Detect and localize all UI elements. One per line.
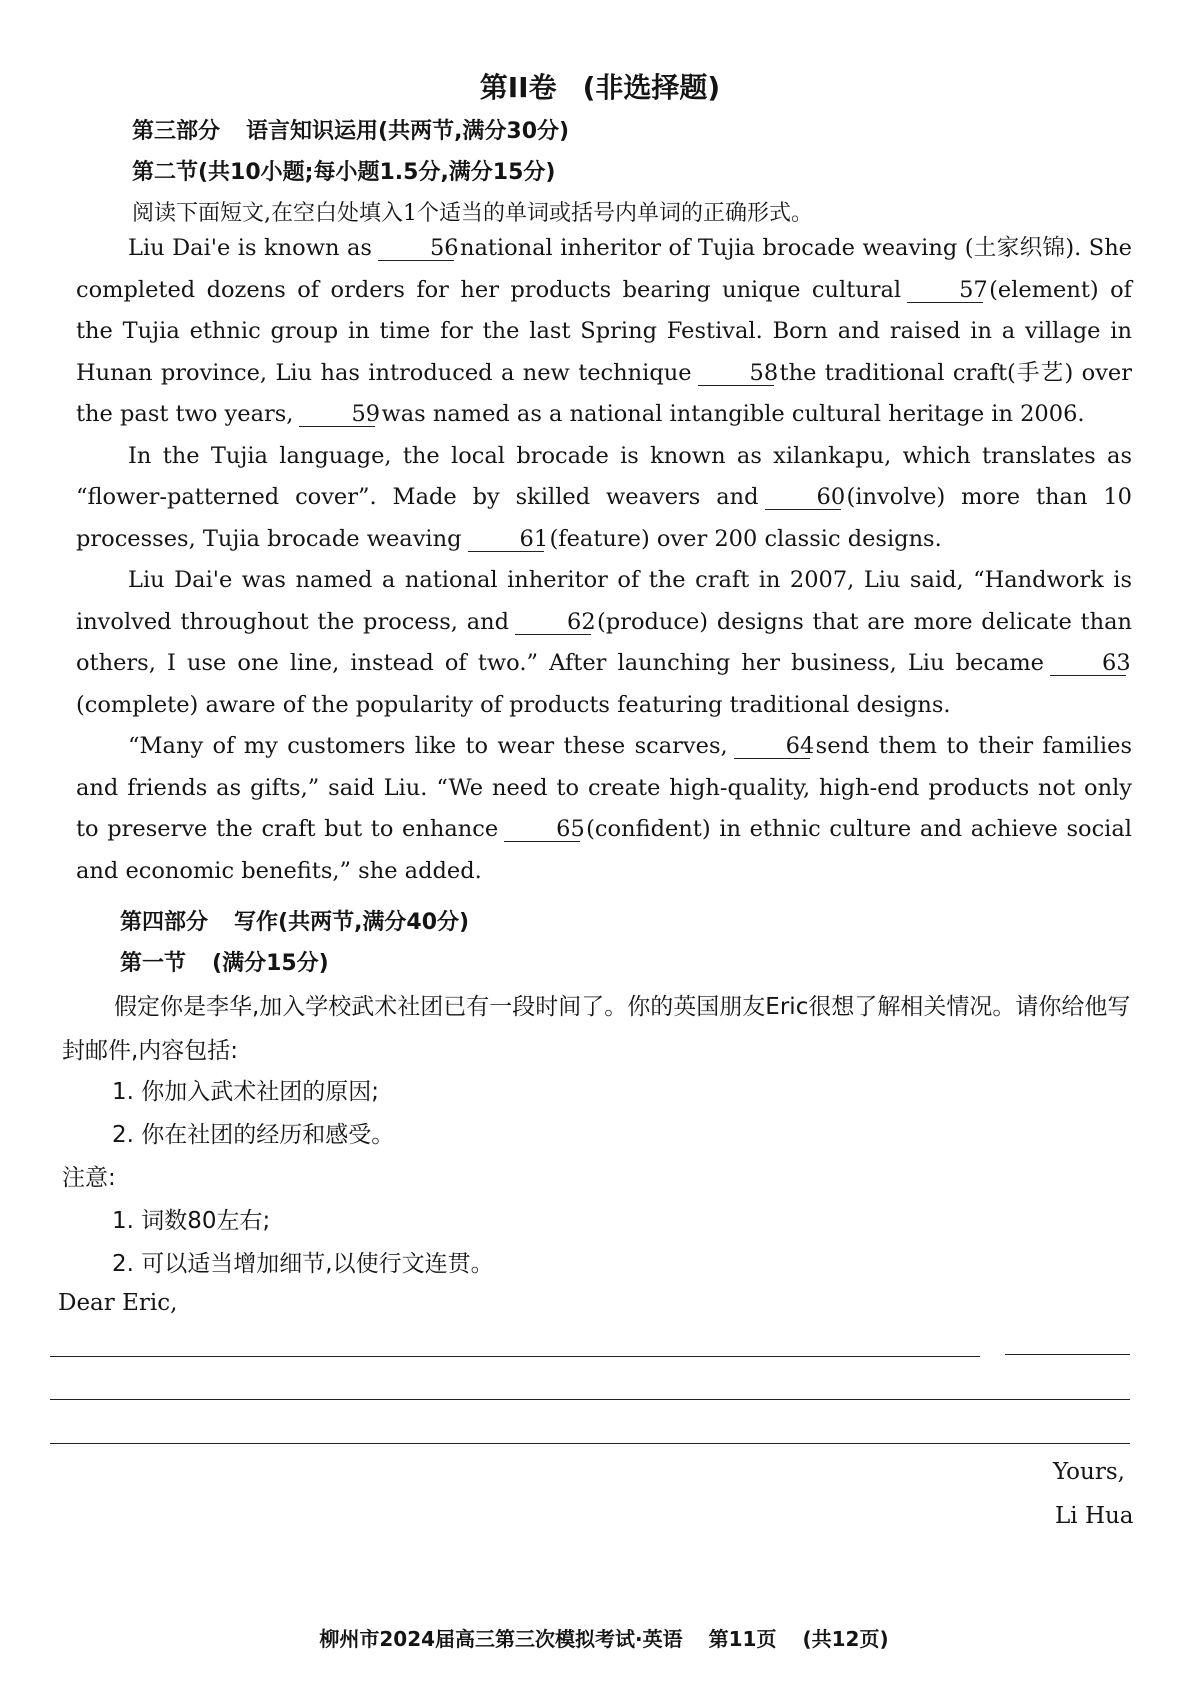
blank-59[interactable]: 59 — [299, 402, 375, 427]
passage-text: (confident) in ethnic culture and achieve social and economic benefits,” she added. — [76, 816, 1132, 884]
notes-label: 注意: — [62, 1165, 116, 1191]
passage-text: (complete) aware of the popularity of products featuring traditional designs. — [76, 691, 951, 718]
passage-paragraph-4 — [76, 726, 1132, 892]
section2-instruction: 阅读下面短文,在空白处填入1个适当的单词或括号内单词的正确形式。 — [132, 201, 813, 226]
passage-text: (feature) over 200 classic designs. — [549, 525, 942, 552]
writing-line-1a[interactable] — [50, 1356, 980, 1357]
volume-subtitle: (非选择题) — [582, 71, 721, 104]
writing-task-item-2: 2. 你在社团的经历和感受。 — [112, 1122, 395, 1148]
passage-paragraph-1 — [76, 228, 1132, 436]
writing-line-3[interactable] — [50, 1443, 1130, 1444]
section2-heading: 第二节(共10小题;每小题1.5分,满分15分) — [132, 160, 556, 185]
blank-64[interactable]: 64 — [734, 734, 810, 759]
blank-61[interactable]: 61 — [468, 527, 544, 552]
passage-text: send them to their families and friends as gifts,” said Liu. “We need to create high-quality, high-end products not only to preserve the craft but to enhance — [76, 733, 1132, 842]
writing-section1-label: 第一节 — [120, 951, 187, 976]
writing-section1-heading — [120, 946, 329, 977]
blank-60[interactable]: 60 — [765, 485, 841, 510]
part4-title: 写作(共两节,满分40分) — [234, 910, 470, 935]
volume-title — [0, 66, 1200, 106]
writing-section1-score: (满分15分) — [212, 951, 329, 976]
footer-page-number: 第11页 — [708, 1627, 777, 1651]
part3-label: 第三部分 — [132, 119, 221, 144]
blank-58[interactable]: 58 — [698, 361, 774, 386]
letter-closing: Yours, — [1053, 1459, 1125, 1485]
part3-title: 语言知识运用(共两节,满分30分) — [246, 119, 570, 144]
writing-line-1b[interactable] — [1005, 1354, 1130, 1355]
passage-text: was named as a national intangible cultural heritage in 2006. — [381, 401, 1085, 427]
blank-62[interactable]: 62 — [515, 610, 591, 635]
note-item-2: 2. 可以适当增加细节,以使行文连贯。 — [112, 1251, 494, 1277]
volume-title-text: 第II卷 — [479, 71, 557, 104]
writing-task-item-1: 1. 你加入武术社团的原因; — [112, 1079, 380, 1105]
passage-paragraph-2 — [76, 436, 1132, 561]
passage-text: In the Tujia language, the local brocade is known as xilankapu, which translates as “flower-patterned cover”. Made by skilled weavers and — [76, 442, 1132, 510]
passage-text: Liu Dai'e is known as — [128, 235, 372, 261]
passage-text: Liu Dai'e was named a national inheritor of the craft in 2007, Liu said, “Handwork is involved throughout the process, and — [76, 567, 1132, 635]
part3-heading — [132, 114, 569, 145]
letter-signature: Li Hua — [1055, 1503, 1134, 1529]
writing-line-2[interactable] — [50, 1399, 1130, 1400]
passage-text: “Many of my customers like to wear these scarves, — [128, 733, 728, 759]
passage-text: (produce) designs that are more delicate than others, I use one line, instead of two.” After launching her business, Liu became — [76, 608, 1132, 676]
blank-63[interactable]: 63 — [1050, 651, 1126, 676]
letter-salutation: Dear Eric, — [58, 1290, 178, 1316]
blank-57[interactable]: 57 — [907, 278, 983, 303]
writing-task-intro: 假定你是李华,加入学校武术社团已有一段时间了。你的英国朋友Eric很想了解相关情况。请你给他写封邮件,内容包括: — [62, 994, 1131, 1064]
footer-exam-name: 柳州市2024届高三第三次模拟考试·英语 — [319, 1627, 683, 1651]
passage-paragraph-3 — [76, 560, 1132, 726]
passage-text: national inheritor of Tujia brocade weaving (土家织锦). She completed dozens of orders for her products bearing unique cultural — [76, 235, 1133, 303]
passage-text: (involve) more than 10 processes, Tujia brocade weaving — [76, 484, 1132, 552]
passage-text: the traditional craft(手艺) over the past two years, — [76, 359, 1132, 427]
blank-56[interactable]: 56 — [378, 236, 454, 261]
passage-text: (element) of the Tujia ethnic group in time for the last Spring Festival. Born and raised in a village in Hunan province, Liu has introduced a new technique — [76, 276, 1133, 386]
cloze-passage — [76, 228, 1132, 892]
footer-page-total: (共12页) — [802, 1627, 889, 1651]
note-item-1: 1. 词数80左右; — [112, 1208, 271, 1234]
part4-label: 第四部分 — [120, 910, 209, 935]
page-footer — [0, 1623, 1200, 1652]
blank-65[interactable]: 65 — [504, 817, 580, 842]
part4-heading — [120, 905, 469, 936]
